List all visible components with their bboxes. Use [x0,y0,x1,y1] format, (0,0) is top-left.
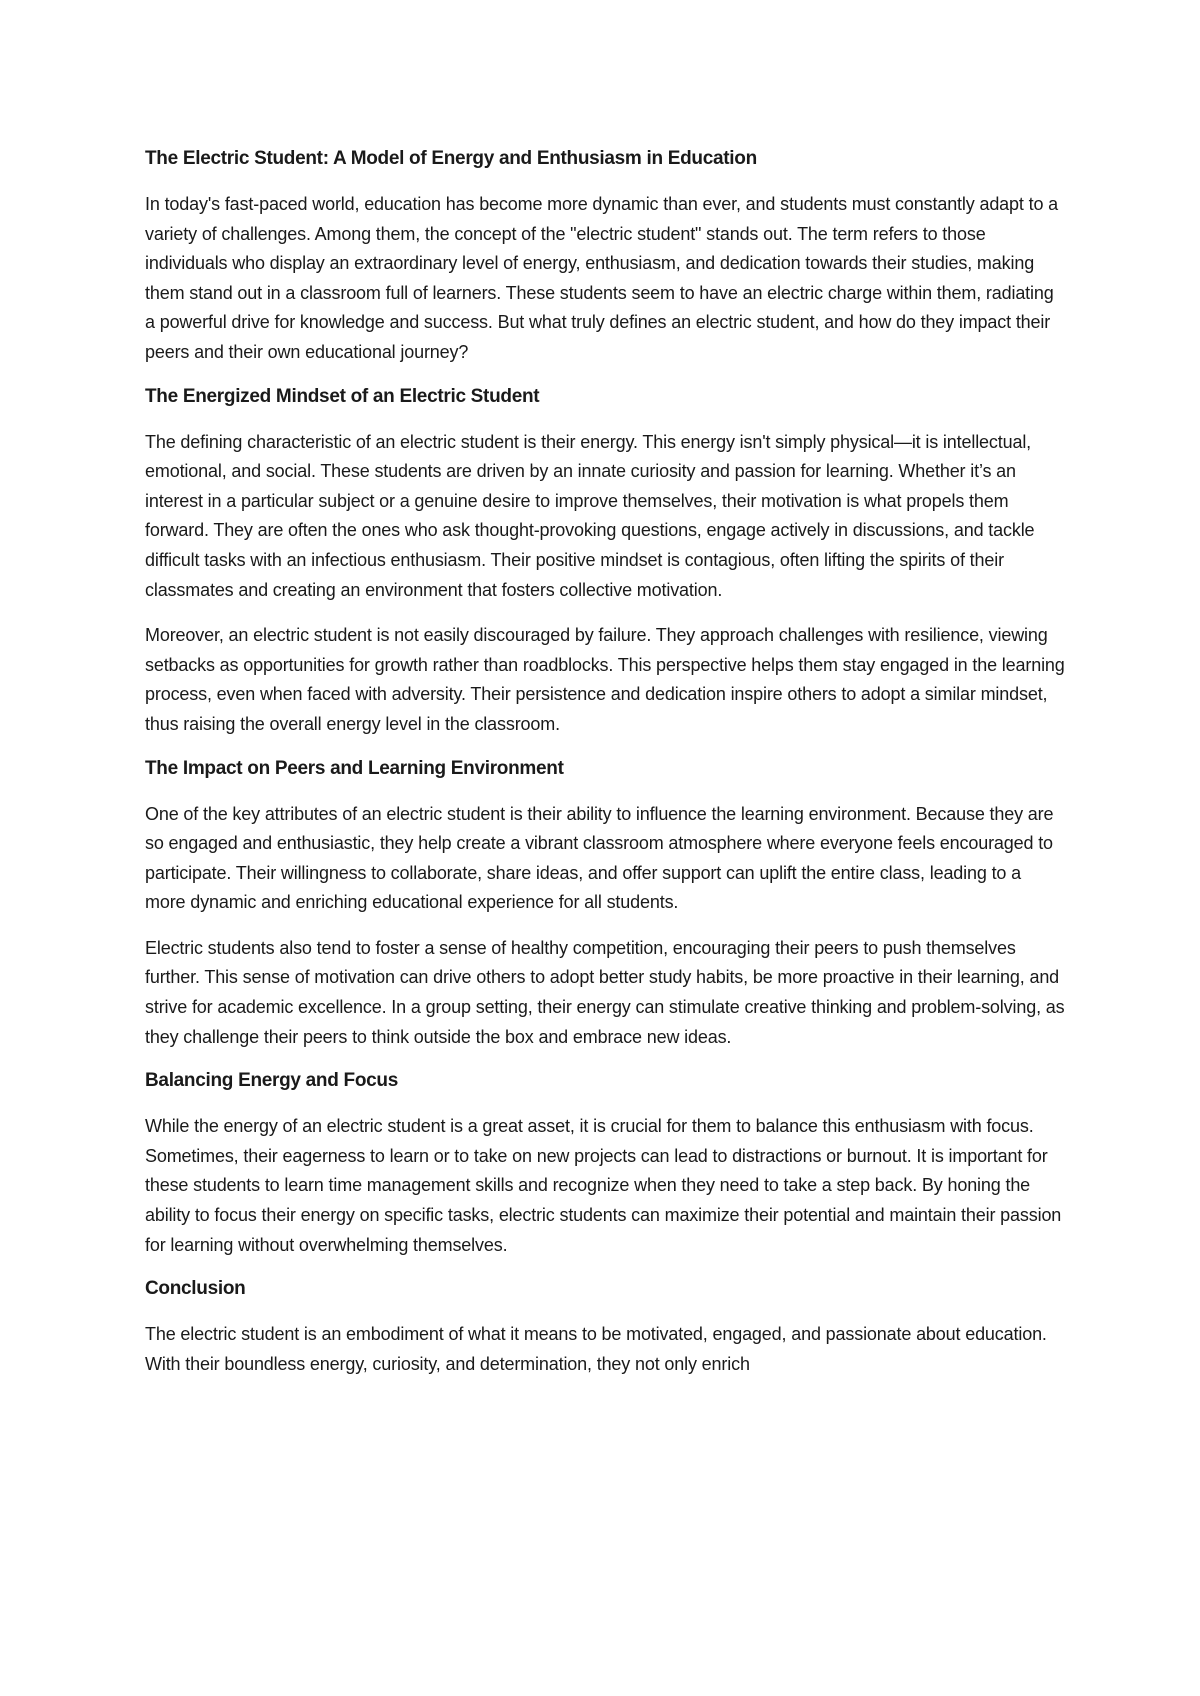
section-paragraph: Electric students also tend to foster a sense of healthy competition, encouraging their peers to push themselves further. This sense of motivation can drive others to adopt better study habits, be more proactive in their learning, and strive for academic excellence. In a group setting, their energy can stimulate creative thinking and problem-solving, as they challenge their peers to think outside the box and embrace new ideas. [145,937,1065,1047]
section-heading-impact-on-peers: The Impact on Peers and Learning Environment [145,757,564,779]
section-heading-balancing-energy: Balancing Energy and Focus [145,1070,398,1092]
section-paragraph: The defining characteristic of an electric student is their energy. This energy isn't simply physical—it is intellectual, emotional, and social. These students are driven by an innate curiosity and passion for learning. Whether it’s an interest in a particular subject or a genuine desire to improve themselves, their motivation is what propels them forward. They are often the ones who ask thought-provoking questions, engage actively in discussions, and tackle difficult tasks with an infectious enthusiasm. Their positive mindset is contagious, often lifting the spirits of their classmates and creating an environment that fosters collective motivation. [145,431,1035,600]
document-title: The Electric Student: A Model of Energy and Enthusiasm in Education [145,148,757,169]
section-heading-energized-mindset: The Energized Mindset of an Electric Student [145,385,540,407]
section-paragraph: The electric student is an embodiment of what it means to be motivated, engaged, and passionate about education. With their boundless energy, curiosity, and determination, they not only enrich [145,1324,1047,1374]
section-paragraph: While the energy of an electric student is a great asset, it is crucial for them to balance this enthusiasm with focus. Sometimes, their eagerness to learn or to take on new projects can lead to distractions or burnout. It is important for these students to learn time management skills and recognize when they need to take a step back. By honing the ability to focus their energy on specific tasks, electric students can maximize their potential and maintain their passion for learning without overwhelming themselves. [145,1116,1062,1255]
document-page [145,146,1065,1395]
section-paragraph: Moreover, an electric student is not easily discouraged by failure. They approach challenges with resilience, viewing setbacks as opportunities for growth rather than roadblocks. This perspective helps them stay engaged in the learning process, even when faced with adversity. Their persistence and dedication inspire others to adopt a similar mindset, thus raising the overall energy level in the classroom. [145,625,1065,734]
intro-paragraph: In today's fast-paced world, education has become more dynamic than ever, and students must constantly adapt to a variety of challenges. Among them, the concept of the "electric student" stands out. The term refers to those individuals who display an extraordinary level of energy, enthusiasm, and dedication towards their studies, making them stand out in a classroom full of learners. These students seem to have an electric charge within them, radiating a powerful drive for knowledge and success. But what truly defines an electric student, and how do they impact their peers and their own educational journey? [145,194,1059,362]
section-heading-conclusion: Conclusion [145,1278,246,1300]
section-paragraph: One of the key attributes of an electric student is their ability to influence the learning environment. Because they are so engaged and enthusiastic, they help create a vibrant classroom atmosphere where everyone feels encouraged to participate. Their willingness to collaborate, share ideas, and offer support can uplift the entire class, leading to a more dynamic and enriching educational experience for all students. [145,803,1054,913]
